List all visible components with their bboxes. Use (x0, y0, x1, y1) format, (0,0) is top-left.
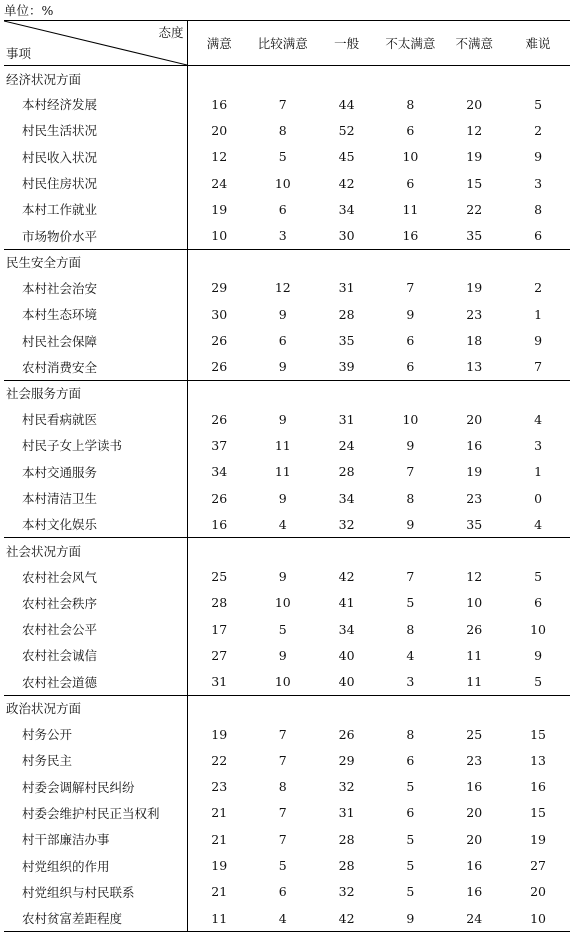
empty-cell (506, 695, 570, 721)
value-cell: 28 (211, 595, 228, 611)
value-cell: 6 (534, 228, 543, 244)
row-label: 村民生活状况 (4, 117, 187, 143)
item-header-label: 事项 (6, 46, 32, 61)
value-cell: 5 (278, 858, 287, 874)
value-cell: 1 (534, 464, 543, 480)
value-cell: 26 (338, 726, 355, 742)
row-label: 市场物价水平 (4, 222, 187, 249)
value-cell: 20 (466, 411, 483, 427)
value-cell: 5 (534, 674, 543, 690)
value-cell: 19 (466, 149, 483, 165)
value-cell: 39 (338, 359, 355, 375)
value-cell: 13 (530, 752, 547, 768)
table-row (4, 774, 570, 800)
table-row (4, 170, 570, 196)
value-cell: 8 (278, 779, 287, 795)
category-row (4, 249, 570, 275)
value-cell: 31 (338, 411, 355, 427)
row-label: 本村生态环境 (4, 301, 187, 327)
value-cell: 8 (406, 726, 415, 742)
empty-cell (315, 380, 379, 406)
value-cell: 37 (211, 437, 228, 453)
value-cell: 5 (534, 569, 543, 585)
column-header: 一般 (315, 21, 379, 66)
value-cell: 8 (406, 96, 415, 112)
value-cell: 4 (406, 647, 415, 663)
empty-cell (187, 249, 251, 275)
value-cell: 5 (406, 779, 415, 795)
value-cell: 5 (406, 858, 415, 874)
value-cell: 16 (466, 779, 483, 795)
value-cell: 7 (278, 726, 287, 742)
value-cell: 9 (278, 359, 287, 375)
diagonal-header-cell (4, 21, 187, 66)
value-cell: 45 (338, 149, 355, 165)
value-cell: 16 (466, 884, 483, 900)
value-cell: 19 (466, 464, 483, 480)
value-cell: 23 (466, 752, 483, 768)
category-title: 社会服务方面 (4, 380, 187, 406)
value-cell: 20 (211, 122, 228, 138)
table-row (4, 327, 570, 353)
value-cell: 32 (338, 516, 355, 532)
category-row (4, 538, 570, 564)
value-cell: 3 (534, 437, 543, 453)
value-cell: 34 (211, 464, 228, 480)
value-cell: 9 (379, 905, 443, 932)
value-cell: 11 (466, 674, 483, 690)
value-cell: 23 (466, 306, 483, 322)
table-row (4, 406, 570, 432)
row-label: 本村工作就业 (4, 196, 187, 222)
category-title: 民生安全方面 (4, 249, 187, 275)
value-cell: 20 (466, 805, 483, 821)
value-cell: 3 (278, 228, 287, 244)
table-row (4, 747, 570, 773)
column-header: 不满意 (442, 21, 506, 66)
value-cell: 52 (338, 122, 355, 138)
row-label: 村民收入状况 (4, 144, 187, 170)
value-cell: 21 (211, 805, 228, 821)
value-cell: 6 (406, 359, 415, 375)
empty-cell (251, 66, 315, 92)
empty-cell (315, 66, 379, 92)
value-cell: 7 (406, 280, 415, 296)
empty-cell (506, 380, 570, 406)
table-row (4, 669, 570, 696)
row-label: 本村经济发展 (4, 91, 187, 117)
value-cell: 5 (406, 595, 415, 611)
value-cell: 6 (278, 201, 287, 217)
value-cell: 42 (338, 175, 355, 191)
value-cell: 19 (466, 280, 483, 296)
value-cell: 22 (466, 201, 483, 217)
value-cell: 10 (274, 175, 291, 191)
empty-cell (379, 538, 443, 564)
empty-cell (442, 538, 506, 564)
value-cell: 24 (442, 905, 506, 932)
empty-cell (506, 66, 570, 92)
empty-cell (187, 695, 251, 721)
value-cell: 0 (534, 490, 543, 506)
value-cell: 5 (406, 831, 415, 847)
table-row (4, 432, 570, 458)
table-row (4, 144, 570, 170)
table-row (4, 721, 570, 747)
table-row (4, 275, 570, 301)
value-cell: 10 (402, 149, 419, 165)
value-cell: 10 (402, 411, 419, 427)
value-cell: 26 (211, 359, 228, 375)
value-cell: 4 (251, 905, 315, 932)
value-cell: 6 (406, 333, 415, 349)
value-cell: 6 (406, 805, 415, 821)
value-cell: 7 (278, 96, 287, 112)
value-cell: 19 (211, 201, 228, 217)
empty-cell (506, 538, 570, 564)
row-label: 村民看病就医 (4, 406, 187, 432)
category-row (4, 66, 570, 92)
value-cell: 29 (338, 752, 355, 768)
value-cell: 7 (278, 831, 287, 847)
satisfaction-table (4, 20, 570, 932)
table-row (4, 354, 570, 381)
value-cell: 15 (530, 726, 547, 742)
value-cell: 6 (406, 752, 415, 768)
value-cell: 20 (466, 96, 483, 112)
empty-cell (251, 538, 315, 564)
category-title: 政治状况方面 (4, 695, 187, 721)
row-label: 村民子女上学读书 (4, 432, 187, 458)
row-label: 村党组织的作用 (4, 852, 187, 878)
empty-cell (442, 695, 506, 721)
value-cell: 7 (406, 464, 415, 480)
table-header-row (4, 21, 570, 66)
value-cell: 26 (211, 333, 228, 349)
value-cell: 9 (406, 306, 415, 322)
column-header: 不太满意 (379, 21, 443, 66)
row-label: 村民住房状况 (4, 170, 187, 196)
value-cell: 21 (211, 831, 228, 847)
table-body (4, 66, 570, 932)
value-cell: 18 (466, 333, 483, 349)
value-cell: 6 (406, 175, 415, 191)
empty-cell (187, 380, 251, 406)
value-cell: 11 (274, 464, 291, 480)
row-label: 农村社会道德 (4, 669, 187, 696)
value-cell: 11 (274, 437, 291, 453)
value-cell: 10 (466, 595, 483, 611)
unit-label: 单位：% (4, 3, 54, 18)
row-label: 农村社会诚信 (4, 642, 187, 668)
table-row (4, 800, 570, 826)
value-cell: 23 (211, 779, 228, 795)
value-cell: 21 (211, 884, 228, 900)
empty-cell (379, 695, 443, 721)
value-cell: 12 (211, 149, 228, 165)
value-cell: 27 (530, 858, 547, 874)
value-cell: 19 (530, 831, 547, 847)
row-label: 农村消费安全 (4, 354, 187, 381)
table-row (4, 91, 570, 117)
table-row (4, 642, 570, 668)
category-row (4, 695, 570, 721)
value-cell: 26 (466, 621, 483, 637)
value-cell: 8 (406, 621, 415, 637)
value-cell: 7 (406, 569, 415, 585)
empty-cell (442, 380, 506, 406)
value-cell: 16 (466, 858, 483, 874)
value-cell: 5 (278, 621, 287, 637)
table-row (4, 511, 570, 538)
value-cell: 13 (466, 359, 483, 375)
value-cell: 28 (338, 858, 355, 874)
value-cell: 12 (466, 569, 483, 585)
row-label: 村委会维护村民正当权利 (4, 800, 187, 826)
value-cell: 32 (338, 779, 355, 795)
value-cell: 24 (338, 437, 355, 453)
table-row (4, 563, 570, 589)
value-cell: 11 (187, 905, 251, 932)
value-cell: 34 (338, 621, 355, 637)
value-cell: 9 (406, 437, 415, 453)
value-cell: 28 (338, 831, 355, 847)
value-cell: 25 (466, 726, 483, 742)
value-cell: 6 (278, 333, 287, 349)
value-cell: 15 (466, 175, 483, 191)
empty-cell (251, 695, 315, 721)
value-cell: 16 (402, 228, 419, 244)
value-cell: 19 (211, 858, 228, 874)
value-cell: 9 (278, 490, 287, 506)
row-label: 农村社会秩序 (4, 590, 187, 616)
value-cell: 26 (211, 490, 228, 506)
value-cell: 4 (534, 411, 543, 427)
value-cell: 28 (338, 464, 355, 480)
value-cell: 7 (278, 805, 287, 821)
value-cell: 3 (406, 674, 415, 690)
value-cell: 16 (530, 779, 547, 795)
value-cell: 1 (534, 306, 543, 322)
value-cell: 8 (534, 201, 543, 217)
value-cell: 31 (338, 280, 355, 296)
empty-cell (251, 249, 315, 275)
column-header: 难说 (506, 21, 570, 66)
value-cell: 10 (274, 595, 291, 611)
value-cell: 9 (278, 569, 287, 585)
row-label: 本村清洁卫生 (4, 485, 187, 511)
table-row (4, 222, 570, 249)
value-cell: 26 (211, 411, 228, 427)
value-cell: 17 (211, 621, 228, 637)
category-row (4, 380, 570, 406)
row-label: 村务公开 (4, 721, 187, 747)
value-cell: 22 (211, 752, 228, 768)
empty-cell (187, 66, 251, 92)
value-cell: 12 (466, 122, 483, 138)
table-row (4, 301, 570, 327)
column-header: 比较满意 (251, 21, 315, 66)
value-cell: 9 (278, 411, 287, 427)
value-cell: 35 (466, 228, 483, 244)
value-cell: 24 (211, 175, 228, 191)
value-cell: 9 (278, 647, 287, 663)
value-cell: 34 (338, 490, 355, 506)
value-cell: 7 (278, 752, 287, 768)
table-row (4, 485, 570, 511)
value-cell: 44 (338, 96, 355, 112)
row-label: 村委会调解村民纠纷 (4, 774, 187, 800)
empty-cell (187, 538, 251, 564)
row-label: 本村文化娱乐 (4, 511, 187, 538)
row-label: 本村社会治安 (4, 275, 187, 301)
empty-cell (379, 249, 443, 275)
empty-cell (251, 380, 315, 406)
empty-cell (442, 249, 506, 275)
value-cell: 42 (338, 569, 355, 585)
value-cell: 16 (211, 96, 228, 112)
value-cell: 3 (534, 175, 543, 191)
value-cell: 32 (338, 884, 355, 900)
value-cell: 10 (211, 228, 228, 244)
row-label: 本村交通服务 (4, 459, 187, 485)
value-cell: 31 (211, 674, 228, 690)
value-cell: 4 (278, 516, 287, 532)
value-cell: 30 (338, 228, 355, 244)
value-cell: 7 (534, 359, 543, 375)
value-cell: 8 (406, 490, 415, 506)
value-cell: 10 (530, 621, 547, 637)
value-cell: 2 (534, 280, 543, 296)
value-cell: 35 (338, 333, 355, 349)
value-cell: 9 (534, 333, 543, 349)
empty-cell (315, 695, 379, 721)
value-cell: 40 (338, 674, 355, 690)
value-cell: 9 (406, 516, 415, 532)
value-cell: 6 (406, 122, 415, 138)
row-label: 农村贫富差距程度 (4, 905, 187, 932)
value-cell: 30 (211, 306, 228, 322)
value-cell: 20 (530, 884, 547, 900)
table-row (4, 196, 570, 222)
value-cell: 16 (466, 437, 483, 453)
value-cell: 8 (278, 122, 287, 138)
value-cell: 11 (466, 647, 483, 663)
category-title: 经济状况方面 (4, 66, 187, 92)
value-cell: 6 (278, 884, 287, 900)
value-cell: 16 (211, 516, 228, 532)
empty-cell (442, 66, 506, 92)
empty-cell (379, 380, 443, 406)
attitude-header-label: 态度 (158, 25, 184, 40)
row-label: 农村社会风气 (4, 563, 187, 589)
table-row (4, 826, 570, 852)
value-cell: 20 (466, 831, 483, 847)
table-row (4, 459, 570, 485)
table-row (4, 852, 570, 878)
value-cell: 9 (278, 306, 287, 322)
value-cell: 10 (274, 674, 291, 690)
value-cell: 28 (338, 306, 355, 322)
table-row (4, 616, 570, 642)
value-cell: 11 (402, 201, 419, 217)
value-cell: 5 (534, 96, 543, 112)
value-cell: 40 (338, 647, 355, 663)
value-cell: 19 (211, 726, 228, 742)
empty-cell (315, 249, 379, 275)
value-cell: 12 (274, 280, 291, 296)
table-row (4, 905, 570, 932)
value-cell: 6 (534, 595, 543, 611)
value-cell: 4 (534, 516, 543, 532)
value-cell: 31 (338, 805, 355, 821)
row-label: 农村社会公平 (4, 616, 187, 642)
value-cell: 15 (530, 805, 547, 821)
row-label: 村党组织与村民联系 (4, 879, 187, 905)
value-cell: 2 (534, 122, 543, 138)
value-cell: 9 (534, 149, 543, 165)
empty-cell (315, 538, 379, 564)
value-cell: 5 (278, 149, 287, 165)
row-label: 村民社会保障 (4, 327, 187, 353)
value-cell: 10 (506, 905, 570, 932)
value-cell: 23 (466, 490, 483, 506)
value-cell: 41 (338, 595, 355, 611)
empty-cell (379, 66, 443, 92)
column-header: 满意 (187, 21, 251, 66)
value-cell: 34 (338, 201, 355, 217)
value-cell: 29 (211, 280, 228, 296)
value-cell: 35 (466, 516, 483, 532)
value-cell: 27 (211, 647, 228, 663)
value-cell: 25 (211, 569, 228, 585)
row-label: 村务民主 (4, 747, 187, 773)
table-row (4, 879, 570, 905)
table-row (4, 117, 570, 143)
row-label: 村干部廉洁办事 (4, 826, 187, 852)
table-row (4, 590, 570, 616)
value-cell: 9 (534, 647, 543, 663)
value-cell: 42 (315, 905, 379, 932)
category-title: 社会状况方面 (4, 538, 187, 564)
value-cell: 5 (406, 884, 415, 900)
empty-cell (506, 249, 570, 275)
